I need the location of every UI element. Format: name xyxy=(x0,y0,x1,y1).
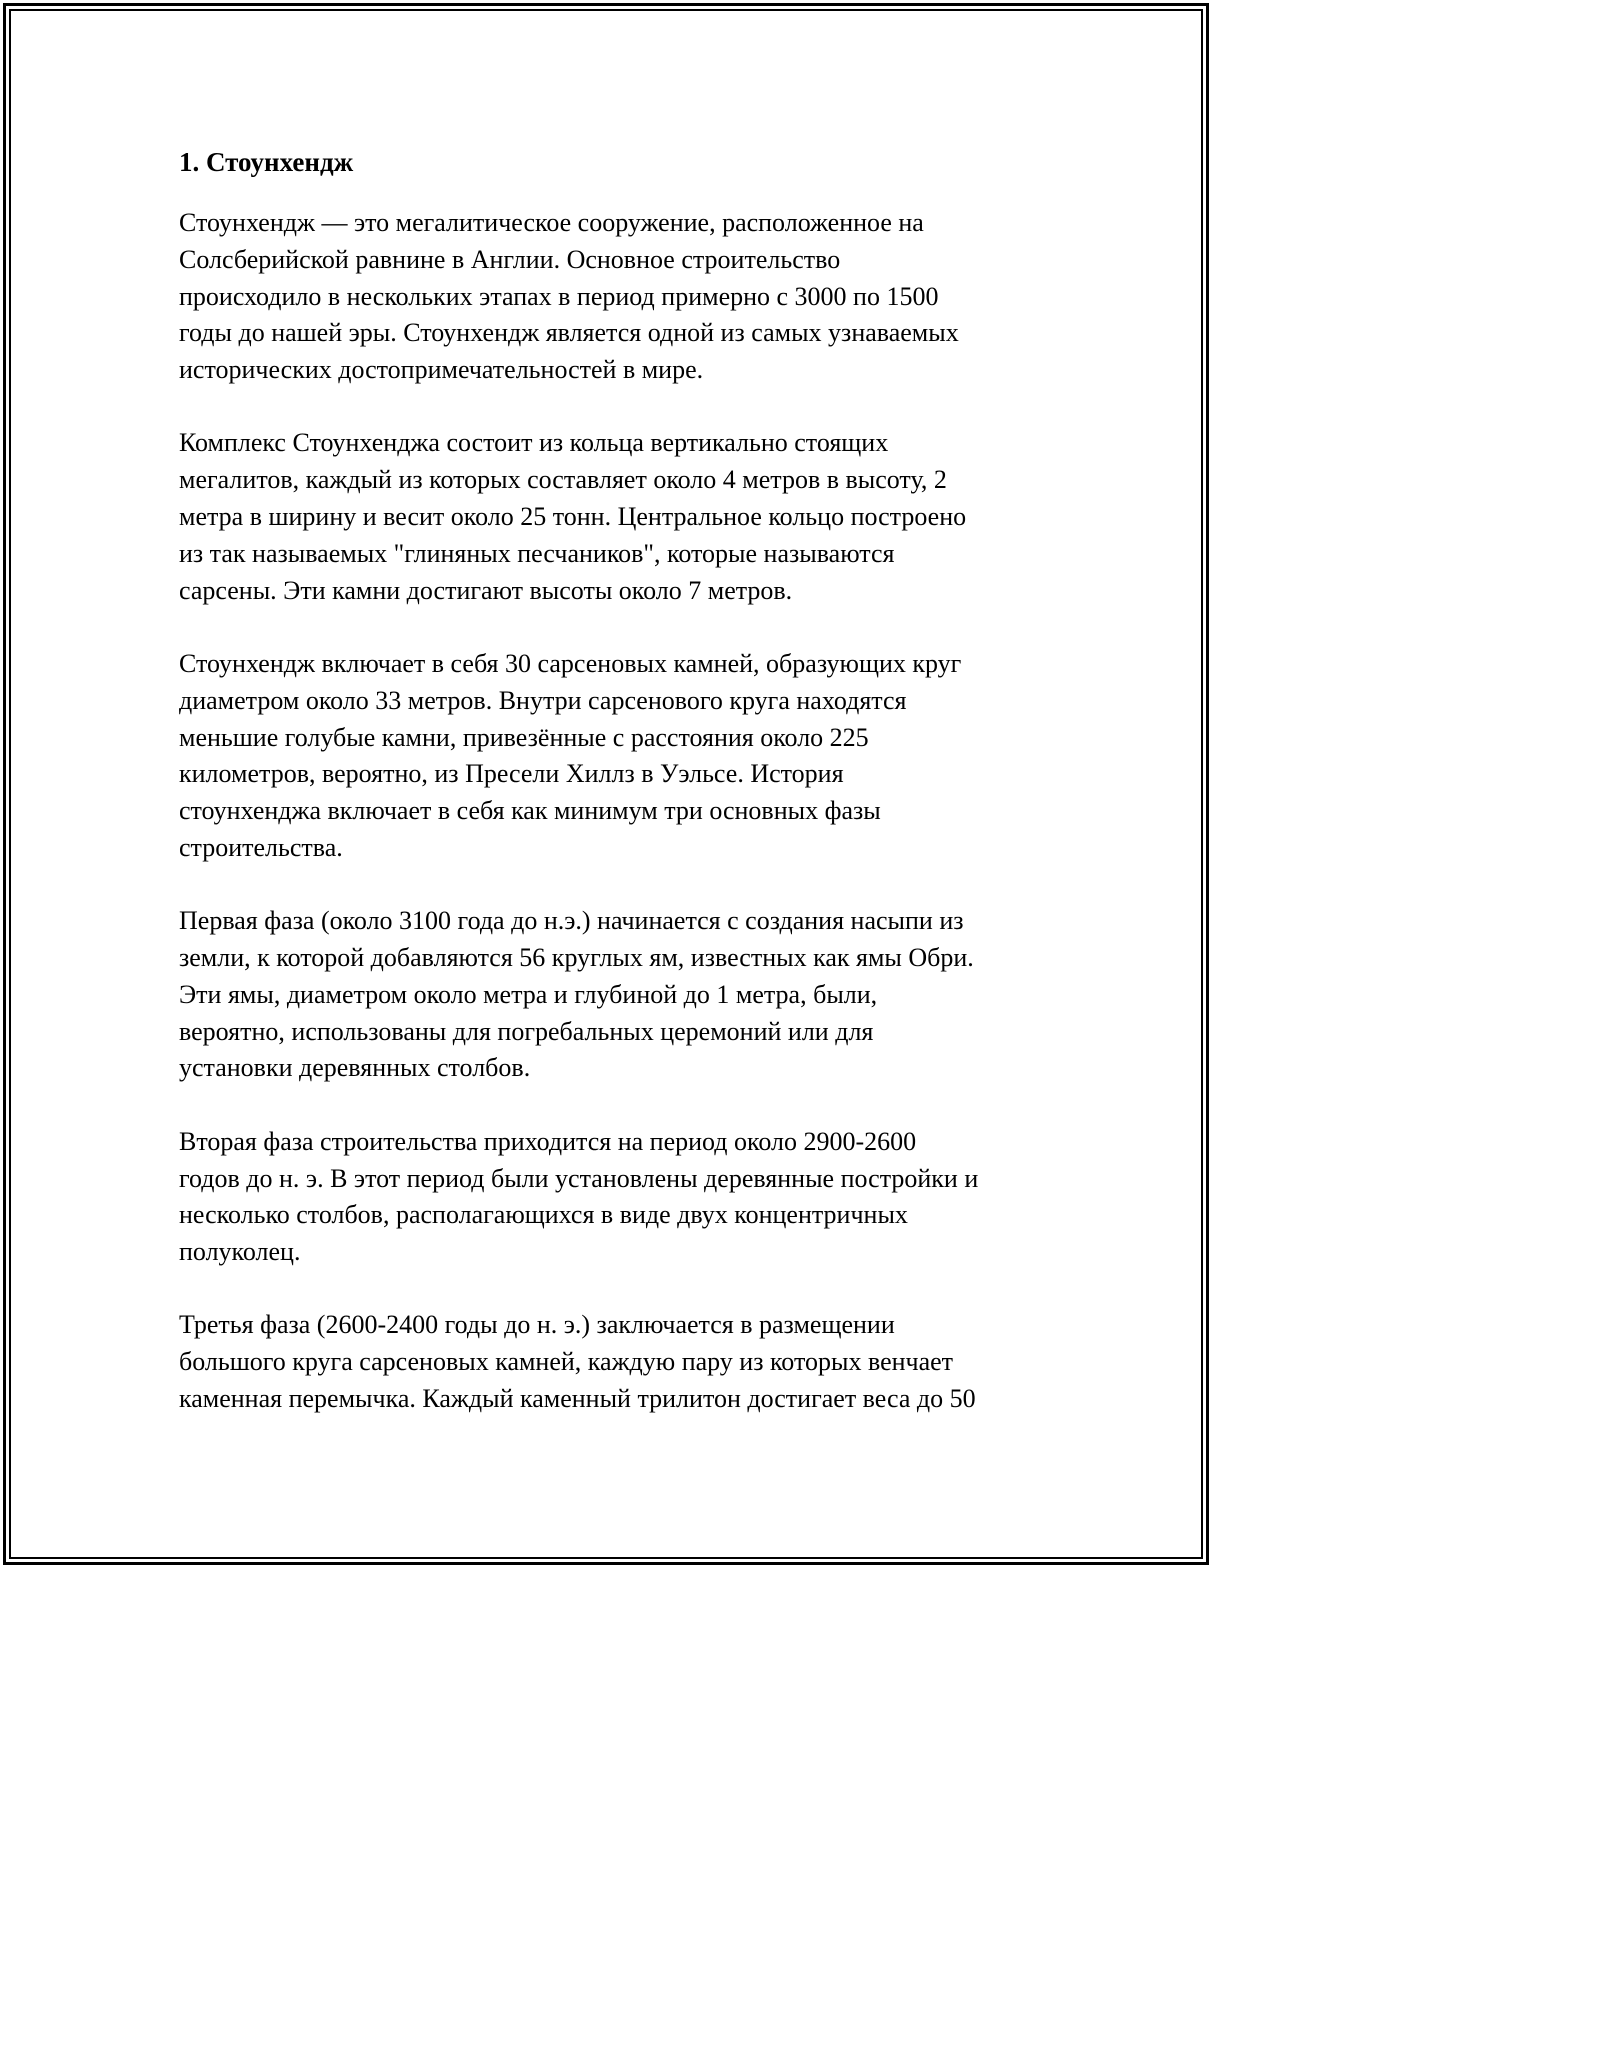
paragraph-sarsen-circle: Стоунхендж включает в себя 30 сарсеновых камней, образующих круг диаметром около 33 метров. Внутри сарсенового круга находятся меньшие голубые камни, привезённые с расстояния около 225 километров, вероятно, из Пресели Хиллз в Уэльсе. История стоунхенджа включает в себя как минимум три основных фазы строительства. xyxy=(179,648,962,862)
paragraph-complex: Комплекс Стоунхенджа состоит из кольца вертикально стоящих мегалитов, каждый из которых составляет около 4 метров в высоту, 2 метра в ширину и весит около 25 тонн. Центральное кольцо построено из так называемых "глиняных песчаников", которые называются сарсены. Эти камни достигают высоты около 7 метров. xyxy=(179,428,967,605)
paragraph-phase-three: Третья фаза (2600-2400 годы до н. э.) заключается в размещении большого круга сарсеновых камней, каждую пару из которых венчает каменная перемычка. Каждый каменный трилитон достигает веса до 50 xyxy=(179,1310,976,1414)
paragraph-intro: Стоунхендж — это мегалитическое сооружение, расположенное на Солсберийской равнине в Англии. Основное строительство происходило в нескольких этапах в период примерно с 3000 по 1500 годы до нашей эры. Стоунхендж является одной из самых узнаваемых исторических достопримечательностей в мире. xyxy=(179,208,959,385)
paragraph-phase-one: Первая фаза (около 3100 года до н.э.) начинается с создания насыпи из земли, к которой добавляются 56 круглых ям, известных как ямы Обри. Эти ямы, диаметром около метра и глубиной до 1 метра, были, вероятно, использованы для погребальных церемоний или для установки деревянных столбов. xyxy=(179,906,974,1083)
section-heading: 1. Стоунхендж xyxy=(179,147,354,177)
document-body xyxy=(179,142,1059,1418)
paragraph-phase-two: Вторая фаза строительства приходится на период около 2900-2600 годов до н. э. В этот период были установлены деревянные постройки и несколько столбов, располагающихся в виде двух концентричных полуколец. xyxy=(179,1126,979,1267)
